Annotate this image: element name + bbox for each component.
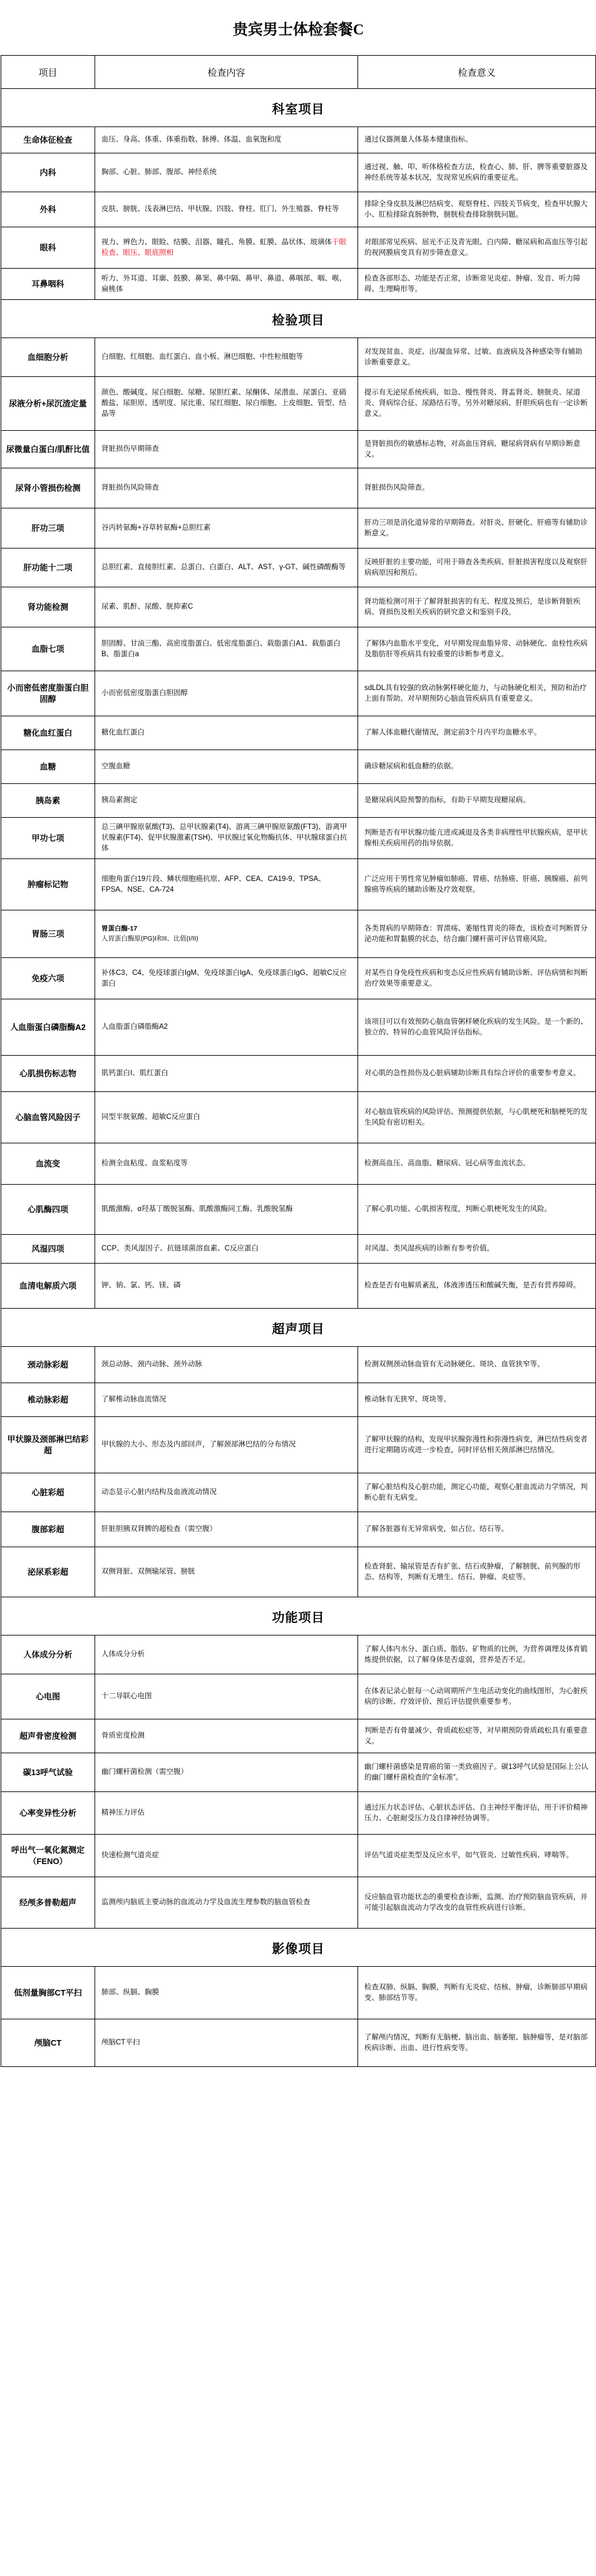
item-significance: 检查各部形态、功能是否正常，诊断常见炎症、肿瘤、发音、听力障碍、生理畸形等。 bbox=[358, 269, 596, 300]
item-significance: 了解心脏结构及心脏功能，测定心功能，观察心脏血流动力学情况，判断心脏有无病变。 bbox=[358, 1473, 596, 1512]
item-content-text: 检测全血粘度、血浆粘度等 bbox=[101, 1160, 188, 1168]
item-name: 血糖 bbox=[1, 750, 95, 784]
table-row bbox=[1, 859, 596, 910]
item-content-text: 十二导联心电图 bbox=[101, 1692, 152, 1701]
item-significance: 提示有无泌尿系统疾病，如急、慢性肾炎、肾盂肾炎、膀胱炎、尿道炎、肾病综合征、尿路结石等，另外对糖尿病、肝胆疾病也有一定诊断意义。 bbox=[358, 377, 596, 431]
item-content bbox=[95, 1235, 358, 1264]
table-row bbox=[1, 127, 596, 153]
item-content-text: 快速检测气道炎症 bbox=[101, 1852, 159, 1860]
table-row bbox=[1, 338, 596, 377]
item-name: 心肌损伤标志物 bbox=[1, 1056, 95, 1092]
item-name: 耳鼻咽科 bbox=[1, 269, 95, 300]
item-content bbox=[95, 269, 358, 300]
item-significance: 通过视、触、叩、听体格检查方法，检查心、肺、肝、脾等重要脏器及神经系统等基本状况，发现常见疾病的重要征兆。 bbox=[358, 153, 596, 192]
item-significance: 判断是否有骨量减少、骨质疏松症等，对早期预防骨质疏松具有重要意义。 bbox=[358, 1719, 596, 1753]
section-title: 检验项目 bbox=[1, 300, 596, 338]
table-row bbox=[1, 1473, 596, 1512]
item-significance: 对风湿、类风湿疾病的诊断有参考价值。 bbox=[358, 1235, 596, 1264]
item-content-text: 细胞角蛋白19片段、鳞状细胞癌抗原、AFP、CEA、CA19-9、TPSA、FPSA、NSE、CA-724 bbox=[101, 875, 326, 894]
item-content bbox=[95, 227, 358, 269]
item-name: 胃肠三项 bbox=[1, 910, 95, 958]
item-content-text: 钾、钠、氯、钙、镁、磷 bbox=[101, 1282, 181, 1290]
table-row bbox=[1, 269, 596, 300]
item-content bbox=[95, 784, 358, 818]
table-row bbox=[1, 377, 596, 431]
item-content bbox=[95, 1512, 358, 1547]
item-significance: 反映肝脏的主要功能，可用于筛查各类疾病、肝脏损害程度以及观察肝病病原因和预后。 bbox=[358, 549, 596, 587]
item-significance: 了解心肌功能、心肌损害程度，判断心肌梗死发生的风险。 bbox=[358, 1185, 596, 1235]
item-name: 糖化血红蛋白 bbox=[1, 716, 95, 750]
item-content-text: 胰岛素测定 bbox=[101, 796, 138, 805]
item-name: 人体成分分析 bbox=[1, 1636, 95, 1674]
item-content-text: 白细胞、红细胞、血红蛋白、血小板、淋巴细胞、中性粒细胞等 bbox=[101, 353, 303, 361]
section-title: 科室项目 bbox=[1, 89, 596, 127]
item-content-text: 皮肤、膀胱、浅表淋巴结、甲状腺、四肢、脊柱、肛门、外生殖器、脊柱等 bbox=[101, 205, 339, 214]
section-title: 功能项目 bbox=[1, 1597, 596, 1636]
item-significance: 检查是否有电解质紊乱，体液渗透压和酸碱失衡，是否有营养障碍。 bbox=[358, 1264, 596, 1309]
item-content-text: 血压、身高、体重、体重指数、脉搏、体温、血氧饱和度 bbox=[101, 136, 282, 144]
item-significance: 对心肌的急性损伤及心脏病辅助诊断具有综合评价的重要参考意义。 bbox=[358, 1056, 596, 1092]
item-name: 低剂量胸部CT平扫 bbox=[1, 1967, 95, 2019]
item-name: 甲状腺及颈部淋巴结彩超 bbox=[1, 1417, 95, 1473]
table-row bbox=[1, 1235, 596, 1264]
table-row bbox=[1, 508, 596, 549]
item-content bbox=[95, 1417, 358, 1473]
item-content bbox=[95, 1636, 358, 1674]
item-content bbox=[95, 1185, 358, 1235]
item-name: 尿肾小管损伤检测 bbox=[1, 468, 95, 508]
item-name: 小而密低密度脂蛋白胆固醇 bbox=[1, 671, 95, 716]
item-content-text: 骨质密度检测 bbox=[101, 1732, 145, 1740]
item-content bbox=[95, 1877, 358, 1929]
item-name: 尿液分析+尿沉渣定量 bbox=[1, 377, 95, 431]
table-row bbox=[1, 153, 596, 192]
section-header-row bbox=[1, 1929, 596, 1967]
item-significance: 幽门螺杆菌感染是胃癌的第一类致癌因子。碳13呼气试验是国际上公认的幽门螺杆菌检查的“金标准”。 bbox=[358, 1753, 596, 1792]
item-name: 心率变异性分析 bbox=[1, 1792, 95, 1835]
section-title: 超声项目 bbox=[1, 1309, 596, 1347]
item-content bbox=[95, 1967, 358, 2019]
item-content bbox=[95, 1547, 358, 1597]
table-row bbox=[1, 784, 596, 818]
item-name: 生命体征检查 bbox=[1, 127, 95, 153]
item-content-text: 总胆红素、直接胆红素、总蛋白、白蛋白、ALT、AST、γ-GT、碱性磷酸酶等 bbox=[101, 564, 346, 572]
item-content-text: 胸部、心脏、肺部、腹部、神经系统 bbox=[101, 168, 217, 177]
item-content bbox=[95, 818, 358, 859]
item-content bbox=[95, 627, 358, 671]
item-significance: 对心脑血管疾病的风险评估、预测提供依据，与心肌梗死和脑梗死的发生风险有密切相关。 bbox=[358, 1092, 596, 1143]
item-content-text: 幽门螺杆菌检测（需空腹） bbox=[101, 1768, 188, 1776]
section-header-row bbox=[1, 1597, 596, 1636]
page-title: 贵宾男士体检套餐C bbox=[1, 0, 596, 56]
item-name: 风湿四项 bbox=[1, 1235, 95, 1264]
item-significance: 反应脑血管功能状态的重要检查诊断，监测、治疗预防脑血管疾病，并可能引起脑血流动力学改变的血管性疾病进行诊断。 bbox=[358, 1877, 596, 1929]
item-content bbox=[95, 549, 358, 587]
item-content-text: 人血脂蛋白磷脂酶A2 bbox=[101, 1023, 168, 1031]
item-significance: 检测双侧颈动脉血管有无动脉硬化、斑块、血管狭窄等。 bbox=[358, 1347, 596, 1383]
table-row bbox=[1, 671, 596, 716]
item-content bbox=[95, 750, 358, 784]
item-content bbox=[95, 999, 358, 1056]
item-content-text: 总三碘甲腺原氨酸(T3)、总甲状腺素(T4)、游离三碘甲腺原氨酸(FT3)、游离甲状腺素(FT4)、促甲状腺激素(TSH)、甲状腺过氧化物酶抗体、甲状腺球蛋白抗体 bbox=[101, 823, 347, 852]
table-row bbox=[1, 1347, 596, 1383]
item-significance: 肾脏损伤风险筛查。 bbox=[358, 468, 596, 508]
item-content-highlight: 于眼检查、眼压、眼底照相 bbox=[101, 238, 346, 257]
item-content bbox=[95, 859, 358, 910]
item-name: 心脏彩超 bbox=[1, 1473, 95, 1512]
table-row bbox=[1, 1185, 596, 1235]
header-item: 项目 bbox=[1, 56, 95, 89]
table-row bbox=[1, 1417, 596, 1473]
item-name: 肾功能检测 bbox=[1, 587, 95, 627]
table-row bbox=[1, 1877, 596, 1929]
item-significance: 在体表记录心脏每一心动周期所产生电活动变化的曲线图形，为心脏疾病的诊断、疗效评价、预后评估提供重要参考。 bbox=[358, 1674, 596, 1719]
item-content-text: 小而密低密度脂蛋白胆固醇 bbox=[101, 689, 188, 698]
item-content bbox=[95, 127, 358, 153]
item-name: 肝功三项 bbox=[1, 508, 95, 549]
item-name: 心肌酶四项 bbox=[1, 1185, 95, 1235]
item-content bbox=[95, 468, 358, 508]
item-content-text: 肝脏胆胰双肾脾的超检查（需空腹） bbox=[101, 1525, 217, 1533]
item-significance: 了解各脏器有无异常病变，如占位、结石等。 bbox=[358, 1512, 596, 1547]
item-significance: 该项目可以有效预防心脑血管粥样硬化疾病的发生风险。是一个新的、独立的、特异的心血管风险评估指标。 bbox=[358, 999, 596, 1056]
table-row bbox=[1, 1967, 596, 2019]
item-content bbox=[95, 1092, 358, 1143]
item-significance: 对某些自身免疫性疾病和变态反应性疾病有辅助诊断、评估病情和判断治疗效果等重要意义。 bbox=[358, 958, 596, 999]
item-content bbox=[95, 1056, 358, 1092]
table-row bbox=[1, 958, 596, 999]
item-content bbox=[95, 1473, 358, 1512]
item-content-text: 胆固醇、甘油三酯、高密度脂蛋白、低密度脂蛋白、载脂蛋白A1、载脂蛋白B、脂蛋白a bbox=[101, 639, 341, 658]
item-content-text: 动态显示心脏内结构及血液流动情况 bbox=[101, 1488, 217, 1497]
table-row bbox=[1, 1092, 596, 1143]
table-row bbox=[1, 1636, 596, 1674]
item-content bbox=[95, 716, 358, 750]
item-name: 人血脂蛋白磷脂酶A2 bbox=[1, 999, 95, 1056]
table-row bbox=[1, 1835, 596, 1877]
item-content bbox=[95, 2019, 358, 2067]
item-content-text: 肌钙蛋白I、肌红蛋白 bbox=[101, 1069, 168, 1078]
item-significance: 确诊糖尿病和低血糖的依据。 bbox=[358, 750, 596, 784]
item-name: 血流变 bbox=[1, 1143, 95, 1185]
item-content-text: 肾脏损伤早期筛查 bbox=[101, 445, 159, 453]
item-content bbox=[95, 1792, 358, 1835]
item-name: 颅脑CT bbox=[1, 2019, 95, 2067]
item-content bbox=[95, 1383, 358, 1417]
item-significance: 是肾脏损伤的敏感标志物，对高血压肾病、糖尿病肾病有早期诊断意义。 bbox=[358, 431, 596, 468]
item-name: 腹部彩超 bbox=[1, 1512, 95, 1547]
item-name: 心脑血管风险因子 bbox=[1, 1092, 95, 1143]
table-row bbox=[1, 1547, 596, 1597]
item-significance: 了解人体内水分、蛋白质、脂肪、矿物质的比例，为营养调理及体育锻炼提供依据，以了解身体是否虚弱，营养是否不足。 bbox=[358, 1636, 596, 1674]
item-significance: 各类胃病的早期筛查：胃溃疡、萎缩性胃炎的筛查，该检查可判断胃分泌功能和胃黏膜的状态，结合幽门螺杆菌可评估胃癌风险。 bbox=[358, 910, 596, 958]
item-content-text: 尿素、肌酐、尿酸、胱抑素C bbox=[101, 603, 193, 611]
item-content-text: 甲状腺的大小、形态及内部回声，了解颈部淋巴结的分布情况 bbox=[101, 1441, 296, 1449]
table-row bbox=[1, 1753, 596, 1792]
item-name: 血细胞分析 bbox=[1, 338, 95, 377]
item-significance: 判断是否有甲状腺功能亢进或减退及各类非病理性甲状腺疾病，是甲状腺相关疾病用药的指导依据。 bbox=[358, 818, 596, 859]
item-name: 椎动脉彩超 bbox=[1, 1383, 95, 1417]
title-row bbox=[1, 0, 596, 56]
item-name: 经颅多普勒超声 bbox=[1, 1877, 95, 1929]
item-significance: 肝功三项是消化道异常的早期筛查。对肝炎、肝硬化、肝癌等有辅助诊断意义。 bbox=[358, 508, 596, 549]
table-row bbox=[1, 227, 596, 269]
item-content-detail: 人胃蛋白酶原(PG)I和II、比值(I/II) bbox=[101, 934, 198, 942]
item-content bbox=[95, 1347, 358, 1383]
item-name: 超声骨密度检测 bbox=[1, 1719, 95, 1753]
item-name: 血脂七项 bbox=[1, 627, 95, 671]
item-content-text: 视力、辨色力、眼睑、结膜、泪器、瞳孔、角膜、虹膜、晶状体、玻璃体 bbox=[101, 238, 332, 246]
section-header-row bbox=[1, 300, 596, 338]
item-content-text: 糖化血红蛋白 bbox=[101, 729, 145, 737]
item-content-text: 空腹血糖 bbox=[101, 763, 130, 771]
table-row bbox=[1, 1674, 596, 1719]
item-name: 颈动脉彩超 bbox=[1, 1347, 95, 1383]
table-row bbox=[1, 1512, 596, 1547]
table-row bbox=[1, 716, 596, 750]
table-row bbox=[1, 549, 596, 587]
item-content-title: 胃蛋白酶-17 bbox=[101, 925, 138, 933]
item-content bbox=[95, 1719, 358, 1753]
item-content-text: CCP、类风湿因子、抗链球菌溶血素、C反应蛋白 bbox=[101, 1245, 259, 1253]
item-content-text: 肺部、纵膈、胸膜 bbox=[101, 1989, 159, 1997]
item-significance: 了解体内血脂水平变化，对早期发现血脂异常、动脉硬化、血栓性疾病及脂肪肝等疾病具有较重要的诊断参考意义。 bbox=[358, 627, 596, 671]
table-row bbox=[1, 750, 596, 784]
item-significance: 椎动脉有无狭窄、斑块等。 bbox=[358, 1383, 596, 1417]
item-significance: 是糖尿病风险预警的指标，有助于早期发现糖尿病。 bbox=[358, 784, 596, 818]
header-row bbox=[1, 56, 596, 89]
item-significance: 检查双肺、纵膈、胸膜，判断有无炎症、结核、肿瘤，诊断肺部早期病变、肺部结节等。 bbox=[358, 1967, 596, 2019]
item-significance: 通过仪器测量人体基本健康指标。 bbox=[358, 127, 596, 153]
item-significance: sdLDL具有较强的致动脉粥样硬化能力，与动脉硬化相关，预防和治疗上面有帮助。对早期预防心脑血管疾病具有重要意义。 bbox=[358, 671, 596, 716]
item-content-text: 颅脑CT平扫 bbox=[101, 2039, 140, 2047]
item-content bbox=[95, 338, 358, 377]
table-row bbox=[1, 1383, 596, 1417]
item-significance: 检测高血压、高血脂、糖尿病、冠心病等血流状态。 bbox=[358, 1143, 596, 1185]
item-name: 免疫六项 bbox=[1, 958, 95, 999]
item-name: 血清电解质六项 bbox=[1, 1264, 95, 1309]
item-name: 肿瘤标记物 bbox=[1, 859, 95, 910]
table-row bbox=[1, 1719, 596, 1753]
item-significance: 评估气道炎症类型及反应水平，如气管炎、过敏性疾病、哮喘等。 bbox=[358, 1835, 596, 1877]
item-significance: 了解人体血糖代谢情况，测定前3个月内平均血糖水平。 bbox=[358, 716, 596, 750]
item-content-text: 肾脏损伤风险筛查 bbox=[101, 484, 159, 492]
item-name: 肝功能十二项 bbox=[1, 549, 95, 587]
item-content bbox=[95, 508, 358, 549]
item-name: 眼科 bbox=[1, 227, 95, 269]
item-content-text: 补体C3、C4、免疫球蛋白IgM、免疫球蛋白IgA、免疫球蛋白IgG、超敏C反应蛋白 bbox=[101, 969, 347, 987]
item-content-text: 颜色、酸碱度、尿白细胞、尿糖、尿胆红素、尿酮体、尿潜血、尿蛋白、亚硝酸盐、尿胆原、透明度、尿比重、尿红细胞、尿白细胞、上皮细胞、管型、结晶等 bbox=[101, 389, 346, 418]
table-row bbox=[1, 818, 596, 859]
item-name: 泌尿系彩超 bbox=[1, 1547, 95, 1597]
item-content-text: 谷丙转氨酶+谷草转氨酶+总胆红素 bbox=[101, 524, 211, 532]
item-content-text: 听力、外耳道、耳廓、鼓膜、鼻窦、鼻中隔、鼻甲、鼻道、鼻咽部、咽、喉、扁桃体 bbox=[101, 274, 346, 293]
item-name: 尿微量白蛋白/肌酐比值 bbox=[1, 431, 95, 468]
item-significance: 对眼部常见疾病、屈光不正及青光眼、白内障、糖尿病和高血压等引起的视网膜病变具有初步筛查意义。 bbox=[358, 227, 596, 269]
item-significance: 通过压力状态评估、心脏状态评估、自主神经平衡评估，用于评价精神压力、心脏耐受压力及自律神经协调等。 bbox=[358, 1792, 596, 1835]
item-content-text: 了解椎动脉血流情况 bbox=[101, 1396, 167, 1404]
item-content bbox=[95, 1143, 358, 1185]
section-title: 影像项目 bbox=[1, 1929, 596, 1967]
item-name: 碳13呼气试验 bbox=[1, 1753, 95, 1792]
item-name: 内科 bbox=[1, 153, 95, 192]
table-row bbox=[1, 192, 596, 227]
item-content-text: 监测颅内脑底主要动脉的血流动力学及血流生理参数的脑血管检查 bbox=[101, 1899, 311, 1907]
table-row bbox=[1, 999, 596, 1056]
item-content bbox=[95, 1753, 358, 1792]
item-name: 胰岛素 bbox=[1, 784, 95, 818]
item-content bbox=[95, 153, 358, 192]
item-significance: 了解甲状腺的结构，发现甲状腺弥漫性和弥漫性病变，淋巴结性病变者进行定期随访或进一步检查，同时评估相关颈部淋巴结情况。 bbox=[358, 1417, 596, 1473]
table-row bbox=[1, 627, 596, 671]
item-content-text: 肌酸激酶、α羟基丁酸脱氢酶、肌酸激酶同工酶、乳酸脱氢酶 bbox=[101, 1205, 293, 1213]
item-content bbox=[95, 958, 358, 999]
table-row bbox=[1, 431, 596, 468]
item-content-text: 人体成分分析 bbox=[101, 1651, 145, 1659]
item-name: 心电图 bbox=[1, 1674, 95, 1719]
item-content bbox=[95, 192, 358, 227]
item-name: 呼出气一氧化氮测定（FENO） bbox=[1, 1835, 95, 1877]
section-header-row bbox=[1, 1309, 596, 1347]
section-header-row bbox=[1, 89, 596, 127]
table-row bbox=[1, 468, 596, 508]
table-row bbox=[1, 2019, 596, 2067]
exam-package-table bbox=[1, 0, 596, 2067]
item-content bbox=[95, 1264, 358, 1309]
item-significance: 肾功能检测可用于了解肾脏损害的有无、程度及预后，是诊断肾脏疾病、肾损伤及相关疾病的研究意义和鉴别手段。 bbox=[358, 587, 596, 627]
item-content-text: 颈总动脉、颈内动脉、颈外动脉 bbox=[101, 1361, 202, 1369]
item-significance: 检查肾脏、输尿管是否有扩张、结石或肿瘤，了解膀胱、前列腺的形态、结构等，判断有无增生、结石、肿瘤、炎症等。 bbox=[358, 1547, 596, 1597]
item-name: 甲功七项 bbox=[1, 818, 95, 859]
item-significance: 了解颅内情况，判断有无脑梗、脑出血、脑萎缩、脑肿瘤等，是对脑部疾病诊断、出血、进行性病变等。 bbox=[358, 2019, 596, 2067]
item-content bbox=[95, 671, 358, 716]
table-row bbox=[1, 1264, 596, 1309]
item-content-text: 同型半胱氨酸、超敏C反应蛋白 bbox=[101, 1113, 200, 1121]
item-significance: 对发现贫血、炎症、出/凝血异常、过敏、血液病及各种感染等有辅助诊断重要意义。 bbox=[358, 338, 596, 377]
item-significance: 广泛应用于男性常见肿瘤如肺癌、胃癌、结肠癌、肝癌、胰腺癌、前列腺癌等疾病的辅助诊断及疗效观察。 bbox=[358, 859, 596, 910]
item-content bbox=[95, 1674, 358, 1719]
item-content bbox=[95, 1835, 358, 1877]
item-content-text: 双侧肾脏、双侧输尿管、膀胱 bbox=[101, 1568, 195, 1576]
table-row bbox=[1, 1143, 596, 1185]
item-content bbox=[95, 377, 358, 431]
item-content bbox=[95, 910, 358, 958]
item-name: 外科 bbox=[1, 192, 95, 227]
table-row bbox=[1, 587, 596, 627]
item-content bbox=[95, 431, 358, 468]
table-row bbox=[1, 1792, 596, 1835]
header-significance: 检查意义 bbox=[358, 56, 596, 89]
item-significance: 排除全身皮肤及淋巴结病变、观察脊柱、四肢关节病变，检查甲状腺大小、肛检排除直肠肿物，膀胱检查排除膀胱问题。 bbox=[358, 192, 596, 227]
item-content-text: 精神压力评估 bbox=[101, 1809, 145, 1817]
header-content: 检查内容 bbox=[95, 56, 358, 89]
table-row bbox=[1, 1056, 596, 1092]
table-row bbox=[1, 910, 596, 958]
item-content bbox=[95, 587, 358, 627]
